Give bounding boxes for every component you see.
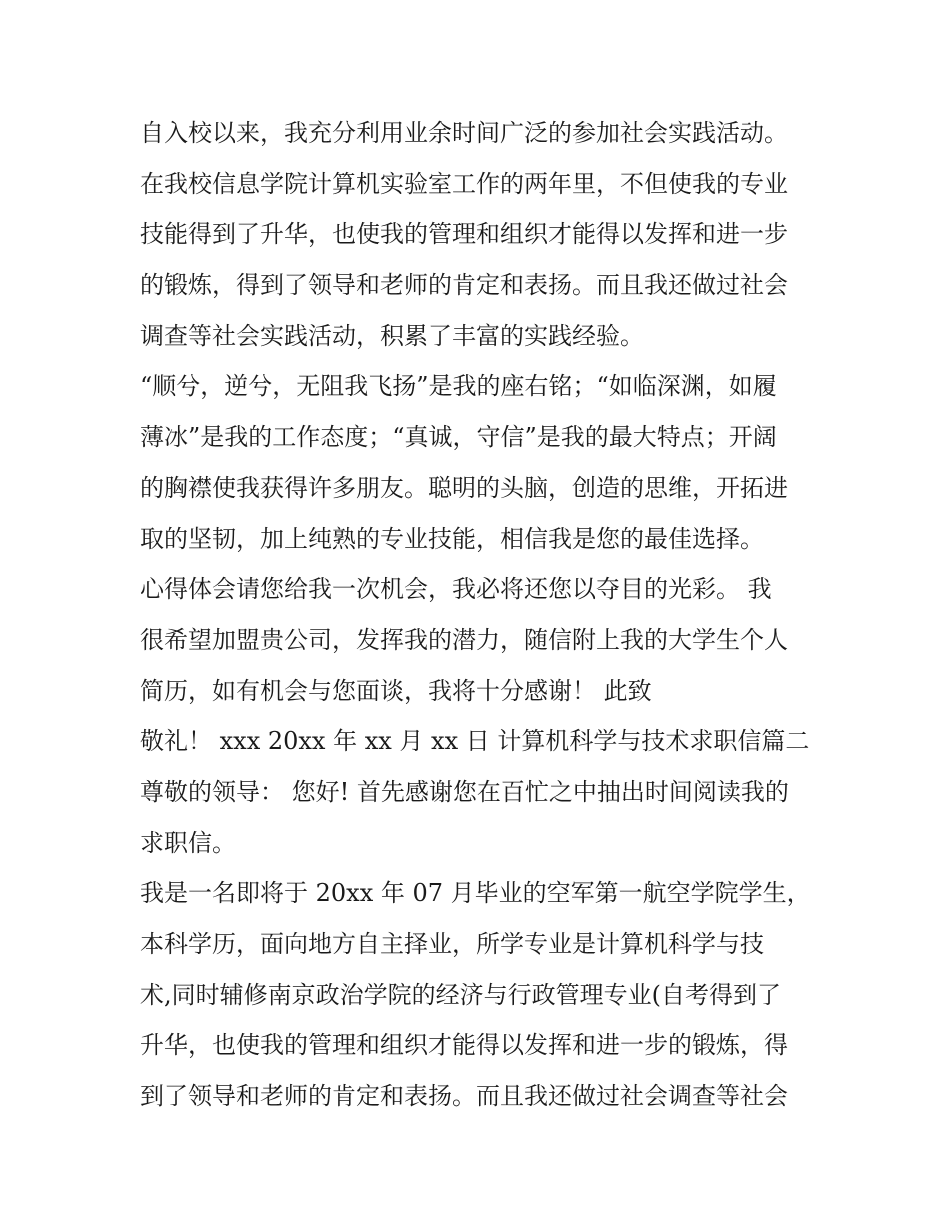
text-line: 自入校以来，我充分利用业余时间广泛的参加社会实践活动。 <box>140 119 788 147</box>
text-line: 薄冰”是我的工作态度；“真诚，守信”是我的最大特点；开阔 <box>140 423 777 452</box>
text-line: 简历，如有机会与您面谈，我将十分感谢！ 此致 <box>140 676 652 705</box>
text-line: 很希望加盟贵公司，发挥我的潜力，随信附上我的大学生个人 <box>140 625 788 654</box>
text-line: 的胸襟使我获得许多朋友。聪明的头脑，创造的思维，开拓进 <box>140 473 788 502</box>
text-line: 我是一名即将于 20xx 年 07 月毕业的空军第一航空学院学生， <box>140 879 811 908</box>
text-line: 升华，也使我的管理和组织才能得以发挥和进一步的锻炼，得 <box>140 1031 788 1060</box>
text-line: 敬礼！ xxx 20xx 年 xx 月 xx 日 计算机科学与技术求职信篇二 <box>140 727 810 756</box>
text-line: 到了领导和老师的肯定和表扬。而且我还做过社会调查等社会 <box>140 1082 788 1111</box>
text-line: 求职信。 <box>140 828 236 857</box>
text-line: 调查等社会实践活动，积累了丰富的实践经验。 <box>140 321 644 350</box>
text-line: 本科学历，面向地方自主择业，所学专业是计算机科学与技 <box>140 930 764 958</box>
text-line: “顺兮，逆兮，无阻我飞扬”是我的座右铭；“如临深渊，如履 <box>140 372 777 401</box>
text-line: 技能得到了升华，也使我的管理和组织才能得以发挥和进一步 <box>140 220 788 249</box>
text-line: 尊敬的领导： 您好! 首先感谢您在百忙之中抽出时间阅读我的 <box>140 777 789 806</box>
text-line: 心得体会请您给我一次机会，我必将还您以夺目的光彩。 我 <box>140 575 772 604</box>
text-line: 术,同时辅修南京政治学院的经济与行政管理专业(自考得到了 <box>140 980 781 1009</box>
text-line: 的锻炼，得到了领导和老师的肯定和表扬。而且我还做过社会 <box>140 271 788 300</box>
text-line: 取的坚韧，加上纯熟的专业技能，相信我是您的最佳选择。 <box>140 524 764 553</box>
document-body <box>140 108 830 1122</box>
text-line: 在我校信息学院计算机实验室工作的两年里，不但使我的专业 <box>140 169 788 198</box>
